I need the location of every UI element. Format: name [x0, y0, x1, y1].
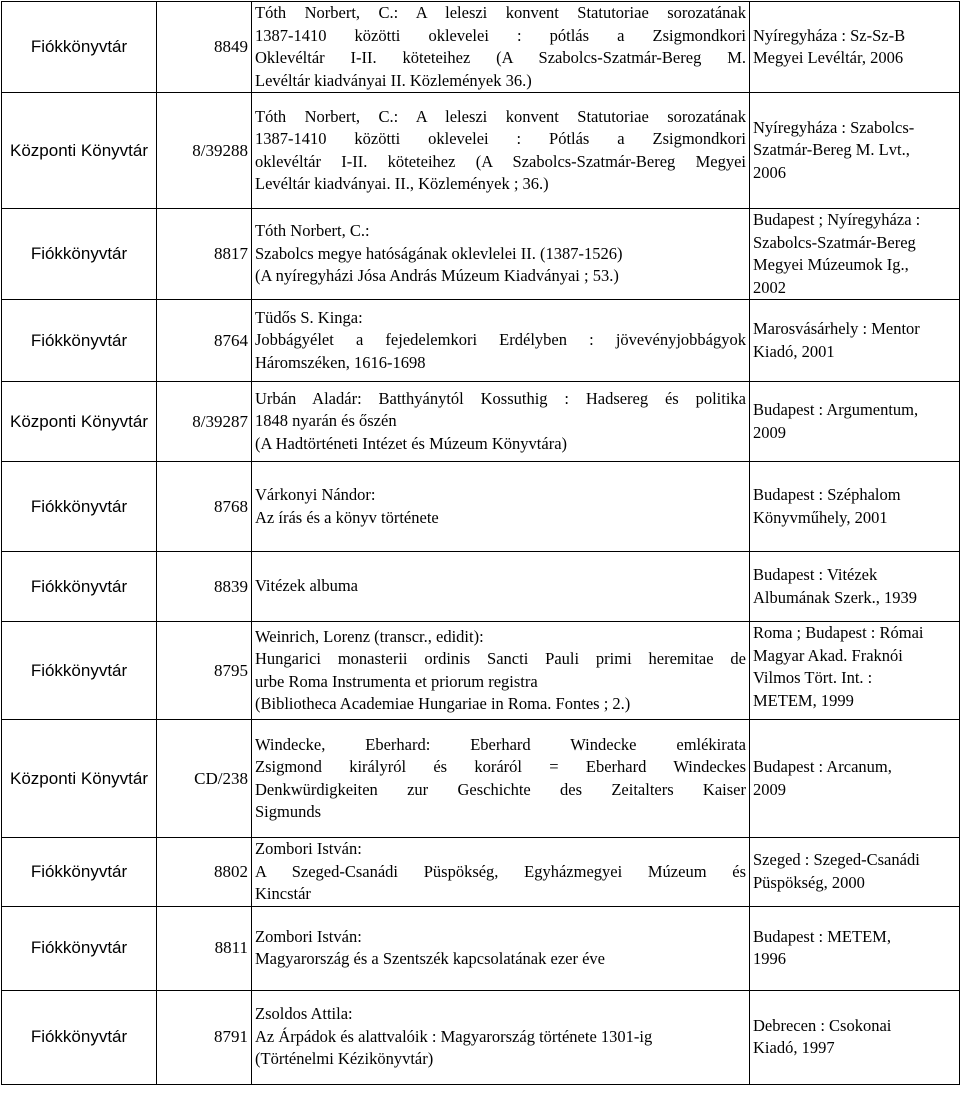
publisher-info [750, 990, 960, 1084]
library-location: Központi Könyvtár [2, 720, 157, 838]
book-title [252, 552, 750, 622]
title-line: Kincstár [255, 884, 311, 903]
publisher-line: Kiadó, 2001 [753, 341, 835, 361]
title-line: Várkonyi Nándor: [255, 485, 376, 504]
publisher-line: Magyar Akad. Fraknói [753, 645, 903, 665]
table-row [2, 462, 960, 552]
publisher-line: Könyvműhely, 2001 [753, 507, 888, 527]
table-row [2, 209, 960, 300]
shelf-number: 8849 [157, 2, 252, 93]
publisher-info [750, 622, 960, 720]
publisher-line: Megyei Múzeumok Ig., [753, 255, 909, 274]
book-title [252, 209, 750, 300]
table-row [2, 720, 960, 838]
title-line: Zombori István: [255, 926, 362, 946]
book-title [252, 300, 750, 382]
title-line: 1848 nyarán és őszén [255, 411, 397, 431]
catalog-body [2, 2, 960, 1085]
library-location: Fiókkönyvtár [2, 552, 157, 622]
title-line: (Történelmi Kézikönyvtár) [255, 1049, 434, 1069]
publisher-line: Megyei Levéltár, 2006 [753, 48, 904, 67]
title-line: Levéltár kiadványai. II., Közlemények ; 36.) [255, 174, 549, 193]
title-line: Tóth Norbert, C.: A leleszi konvent Statutoriae sorozatának [255, 106, 746, 126]
title-line: Vitézek albuma [255, 576, 359, 596]
title-line: Zsoldos Attila: [255, 1004, 353, 1024]
publisher-line: Vilmos Tört. Int. : [753, 668, 873, 687]
publisher-info [750, 2, 960, 93]
title-line: Weinrich, Lorenz (transcr., edidit): [255, 626, 484, 646]
library-location: Fiókkönyvtár [2, 906, 157, 990]
library-location: Fiókkönyvtár [2, 622, 157, 720]
publisher-line: Roma ; Budapest : Római [753, 623, 924, 642]
title-line: urbe Roma Instrumenta et priorum registra [255, 671, 538, 691]
shelf-number: 8817 [157, 209, 252, 300]
table-row [2, 990, 960, 1084]
shelf-number: CD/238 [157, 720, 252, 838]
publisher-line: Nyíregyháza : Szabolcs- [753, 117, 915, 137]
publisher-line: Budapest : Vitézek [753, 565, 878, 584]
publisher-line: Kiadó, 1997 [753, 1038, 835, 1057]
title-line: (A Hadtörténeti Intézet és Múzeum Könyvtára) [255, 433, 568, 453]
publisher-line: Nyíregyháza : Sz-Sz-B [753, 25, 906, 45]
title-line: 1387-1410 közötti oklevelei : Pótlás a Zsigmondkori [255, 129, 746, 148]
publisher-line: 2009 [753, 422, 786, 442]
publisher-line: Marosvásárhely : Mentor [753, 319, 920, 338]
table-row [2, 906, 960, 990]
title-line: (A nyíregyházi Jósa András Múzeum Kiadványai ; 53.) [255, 266, 619, 286]
library-location: Központi Könyvtár [2, 93, 157, 209]
publisher-line: 2009 [753, 779, 786, 799]
title-line: A Szeged-Csanádi Püspökség, Egyházmegyei Múzeum és [255, 861, 746, 881]
table-row [2, 382, 960, 462]
catalog-table [1, 1, 960, 1085]
title-line: Magyarország és a Szentszék kapcsolatának ezer éve [255, 949, 605, 968]
book-title [252, 93, 750, 209]
shelf-number: 8/39288 [157, 93, 252, 209]
title-line: Jobbágyélet a fejedelemkori Erdélyben : jövevényjobbágyok [255, 330, 746, 350]
shelf-number: 8839 [157, 552, 252, 622]
publisher-info [750, 838, 960, 907]
publisher-line: Püspökség, 2000 [753, 872, 865, 892]
book-title [252, 382, 750, 462]
library-location: Fiókkönyvtár [2, 300, 157, 382]
title-line: Hungarici monasterii ordinis Sancti Pauli primi heremitae de [255, 649, 746, 668]
title-line: Levéltár kiadványai II. Közlemények 36.) [255, 70, 532, 90]
title-line: Urbán Aladár: Batthyánytól Kossuthig : Hadsereg és politika [255, 388, 746, 408]
shelf-number: 8791 [157, 990, 252, 1084]
book-title [252, 990, 750, 1084]
table-row [2, 838, 960, 907]
book-title [252, 462, 750, 552]
shelf-number: 8764 [157, 300, 252, 382]
publisher-line: Budapest : Argumentum, [753, 400, 919, 419]
publisher-line: Szabolcs-Szatmár-Bereg [753, 232, 916, 252]
publisher-line: Szatmár-Bereg M. Lvt., [753, 140, 910, 160]
book-title [252, 622, 750, 720]
library-location: Fiókkönyvtár [2, 2, 157, 93]
book-title [252, 906, 750, 990]
publisher-line: Budapest ; Nyíregyháza : [753, 210, 921, 229]
book-title [252, 838, 750, 907]
shelf-number: 8795 [157, 622, 252, 720]
library-location: Fiókkönyvtár [2, 990, 157, 1084]
publisher-line: Budapest : Arcanum, [753, 757, 892, 776]
library-location: Fiókkönyvtár [2, 838, 157, 907]
publisher-info [750, 209, 960, 300]
title-line: Sigmunds [255, 802, 322, 821]
shelf-number: 8/39287 [157, 382, 252, 462]
publisher-line: Szeged : Szeged-Csanádi [753, 850, 920, 870]
library-location: Fiókkönyvtár [2, 209, 157, 300]
publisher-info [750, 93, 960, 209]
title-line: Windecke, Eberhard: Eberhard Windecke emlékirata [255, 734, 746, 754]
publisher-info [750, 906, 960, 990]
publisher-line: Budapest : Széphalom [753, 485, 901, 504]
library-location: Fiókkönyvtár [2, 462, 157, 552]
title-line: Tóth Norbert, C.: A leleszi konvent Statutoriae sorozatának [255, 3, 746, 22]
publisher-line: 1996 [753, 949, 786, 968]
title-line: Denkwürdigkeiten zur Geschichte des Zeitalters Kaiser [255, 779, 746, 799]
title-line: oklevéltár I-II. köteteihez (A Szabolcs-Szatmár-Bereg Megyei [255, 151, 746, 171]
title-line: Zsigmond királyról és koráról = Eberhard Windeckes [255, 757, 746, 776]
publisher-info [750, 720, 960, 838]
title-line: Tóth Norbert, C.: [255, 221, 370, 241]
book-title [252, 720, 750, 838]
shelf-number: 8768 [157, 462, 252, 552]
shelf-number: 8811 [157, 906, 252, 990]
shelf-number: 8802 [157, 838, 252, 907]
title-line: Szabolcs megye hatóságának oklevlelei II. (1387-1526) [255, 243, 623, 263]
publisher-line: METEM, 1999 [753, 690, 854, 710]
title-line: Az Árpádok és alattvalóik : Magyarország története 1301-ig [255, 1026, 653, 1046]
title-line: (Bibliotheca Academiae Hungariae in Roma. Fontes ; 2.) [255, 694, 631, 713]
library-location: Központi Könyvtár [2, 382, 157, 462]
title-line: Az írás és a könyv története [255, 507, 439, 527]
publisher-line: Albumának Szerk., 1939 [753, 587, 918, 607]
table-row [2, 622, 960, 720]
title-line: Oklevéltár I-II. köteteihez (A Szabolcs-Szatmár-Bereg M. [255, 48, 746, 67]
title-line: Zombori István: [255, 839, 362, 858]
publisher-line: Budapest : METEM, [753, 926, 891, 946]
publisher-line: 2002 [753, 277, 786, 297]
publisher-line: Debrecen : Csokonai [753, 1015, 892, 1035]
publisher-info [750, 552, 960, 622]
book-title [252, 2, 750, 93]
table-row [2, 300, 960, 382]
publisher-info [750, 382, 960, 462]
publisher-info [750, 300, 960, 382]
publisher-info [750, 462, 960, 552]
table-row [2, 93, 960, 209]
publisher-line: 2006 [753, 162, 786, 182]
title-line: Háromszéken, 1616-1698 [255, 352, 426, 372]
table-row [2, 552, 960, 622]
title-line: Tüdős S. Kinga: [255, 307, 363, 327]
title-line: 1387-1410 közötti oklevelei : pótlás a Zsigmondkori [255, 25, 746, 45]
table-row [2, 2, 960, 93]
